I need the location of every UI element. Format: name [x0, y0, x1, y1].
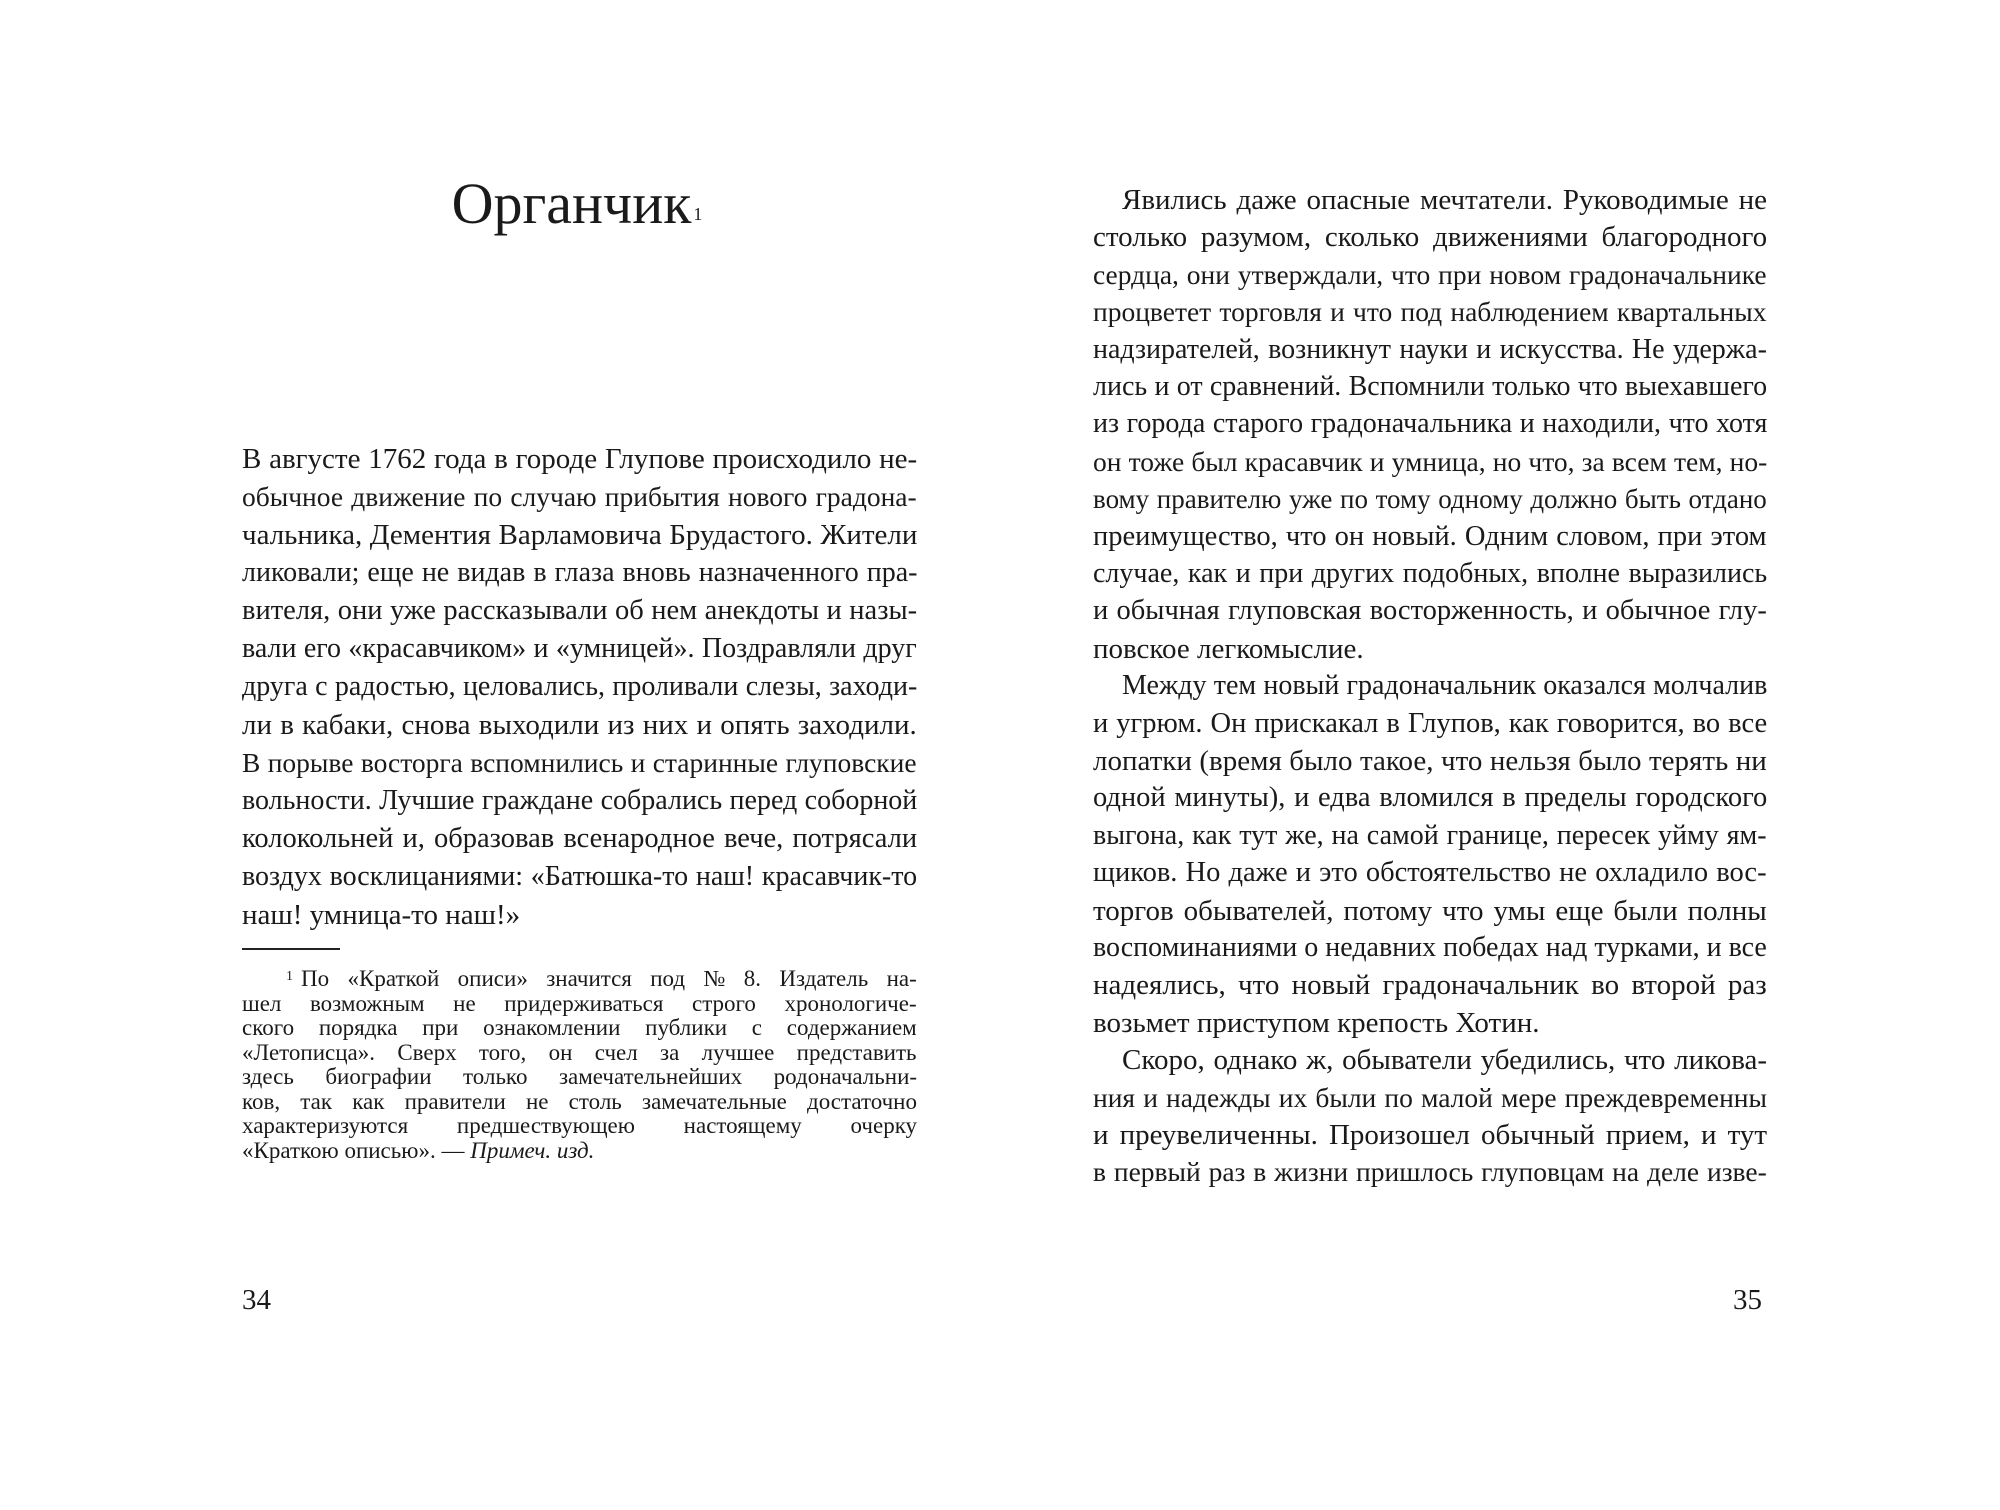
text-line: [1093, 368, 1767, 406]
text-line: [242, 668, 917, 706]
text-line: [242, 630, 917, 668]
text-line: [1093, 555, 1767, 593]
line-text: ков, так как правители не столь замечательные достаточно: [242, 1088, 917, 1114]
text-line: [1093, 1004, 1540, 1042]
line-text: вому правителю уже по тому одному должно быть отдано: [1093, 484, 1767, 515]
text-line: [1093, 742, 1767, 780]
text-line: [1122, 181, 1767, 219]
text-line: [1093, 443, 1767, 481]
line-text: надзирателей, возникнут науки и искусства. Не удержа-: [1093, 333, 1767, 365]
text-line: [242, 820, 917, 858]
page-number-right: 35: [1733, 1284, 1762, 1316]
text-line: [1093, 630, 1364, 668]
text-line: [1093, 929, 1767, 967]
line-text: воспоминаниями о недавних победах над турками, и все: [1093, 932, 1767, 963]
text-line: [242, 744, 917, 782]
text-line: [242, 440, 917, 478]
line-text: лопатки (время было такое, что нельзя было терять ни: [1093, 745, 1767, 777]
line-text: ского порядка при ознакомлении публики с содержанием: [242, 1015, 917, 1040]
line-text: повское легкомыслие.: [1093, 632, 1364, 665]
line-text: столько разумом, сколько движениями благородного: [1093, 221, 1768, 254]
line-text: вителя, они уже рассказывали об нем анекдоты и назы-: [242, 595, 918, 626]
footnote-line: [242, 1089, 917, 1114]
line-text: он тоже был красавчик и умница, но что, за всем тем, но-: [1093, 445, 1768, 477]
text-line: [1122, 1041, 1767, 1079]
line-text: колокольней и, образовав всенародное вече, потрясали: [242, 823, 918, 854]
text-line: [1093, 705, 1767, 743]
footnote-line: [242, 991, 917, 1016]
footnote-reference: 1: [693, 204, 703, 224]
line-text: шел возможным не придерживаться строго хронологиче-: [242, 990, 917, 1016]
line-text: воздух восклицаниями: «Батюшка-то наш! красавчик-то: [242, 861, 918, 892]
text-line: [1093, 480, 1767, 518]
line-text: выгона, как тут же, на самой границе, пересек уйму ям-: [1093, 819, 1767, 851]
line-text: Скоро, однако ж, обыватели убедились, что ликова-: [1122, 1044, 1768, 1077]
line-text: и угрюм. Он прискакал в Глупов, как говорится, во все: [1093, 707, 1768, 739]
line-text: лись и от сравнений. Вспомнили только что выехавшего: [1093, 371, 1768, 402]
text-line: [242, 896, 520, 934]
line-text: вольности. Лучшие граждане собрались перед соборной: [242, 785, 918, 816]
line-text: Между тем новый градоначальник оказался молчалив: [1122, 670, 1768, 702]
line-text: В порыве восторга вспомнились и старинные глуповские: [242, 747, 917, 778]
text-line: [242, 516, 917, 554]
line-text: из города старого градоначальника и находили, что хотя: [1093, 408, 1768, 440]
text-line: [1093, 1153, 1767, 1191]
line-text: сердца, они утверждали, что при новом градоначальнике: [1093, 258, 1767, 290]
footnote-line: [242, 1040, 917, 1065]
text-line: [1093, 218, 1767, 256]
line-text: одной минуты), и едва вломился в пределы городского: [1093, 782, 1768, 814]
text-line: [242, 858, 917, 896]
line-text: наш! умница-то наш!»: [242, 899, 521, 931]
line-text: надеялись, что новый градоначальник во второй раз: [1093, 969, 1767, 1002]
footnote-divider: [242, 948, 340, 950]
text-line: [242, 706, 917, 744]
footnote-line: [242, 1064, 917, 1089]
line-text: процветет торговля и что под наблюдением квартальных: [1093, 296, 1767, 328]
line-text: По «Краткой описи» значится под № 8. Издатель на-: [301, 966, 917, 991]
chapter-title: [377, 168, 777, 240]
line-text: обычное движение по случаю прибытия нового градона-: [242, 481, 917, 512]
page-number-left: 34: [242, 1284, 271, 1316]
text-line: [1093, 817, 1767, 855]
text-line: [1093, 592, 1767, 630]
text-line: [1093, 405, 1767, 443]
text-line: [1093, 854, 1767, 892]
line-text: характеризуются предшествующею настоящему очерку: [242, 1113, 918, 1138]
line-text: Явились даже опасные мечтатели. Руководимые не: [1122, 184, 1767, 216]
text-line: [242, 592, 917, 630]
line-text: «Краткою описью». —: [242, 1137, 465, 1163]
text-line: [242, 478, 917, 516]
footnote-line: [242, 1015, 917, 1040]
text-line: [1093, 779, 1767, 817]
line-text: случае, как и при других подобных, вполне выразились: [1093, 558, 1768, 589]
line-text: В августе 1762 года в городе Глупове происходило не-: [242, 443, 918, 475]
text-line: [1093, 966, 1767, 1004]
right-page: [1000, 0, 2000, 1510]
text-line: [1093, 1079, 1767, 1117]
footnote-line: [242, 1113, 917, 1138]
text-line: [1093, 1116, 1767, 1154]
line-text: торгов обывателей, потому что умы еще были полны: [1093, 894, 1767, 927]
footnote-line: [242, 1138, 594, 1163]
line-text: ликовали; еще не видав в глаза вновь назначенного пра-: [242, 557, 918, 588]
line-text: вали его «красавчиком» и «умницей». Поздравляли друг: [242, 633, 917, 664]
line-text: «Летописца». Сверх того, он счел за лучшее представить: [242, 1039, 917, 1065]
line-text: ния и надежды их были по малой мере преждевременны: [1093, 1081, 1767, 1113]
text-line: [1093, 892, 1767, 930]
line-text: и преувеличенны. Произошел обычный прием, и тут: [1093, 1119, 1768, 1151]
line-text: преимущество, что он новый. Одним словом, при этом: [1093, 520, 1767, 552]
text-line: [1093, 518, 1767, 556]
line-text: ли в кабаки, снова выходили из них и опять заходили.: [242, 709, 917, 741]
text-line: [1093, 331, 1767, 369]
text-line: [242, 782, 917, 820]
line-text: возьмет приступом крепость Хотин.: [1093, 1006, 1540, 1039]
chapter-title-text: Органчик: [451, 171, 692, 236]
text-line: [1093, 293, 1767, 331]
line-text: и обычная глуповская восторженность, и обычное глу-: [1093, 595, 1767, 627]
footnote-mark: 1: [286, 969, 293, 984]
line-text: чальника, Дементия Варламовича Брудастого. Жители: [242, 519, 918, 551]
line-text: здесь биографии только замечательнейших родоначальни-: [242, 1064, 918, 1089]
line-text: друга с радостью, целовались, проливали слезы, заходи-: [242, 671, 918, 702]
line-text: щиков. Но даже и это обстоятельство не охладило вос-: [1093, 857, 1767, 889]
footnote-line: [286, 966, 917, 991]
editor-note: Примеч. изд.: [470, 1137, 595, 1163]
text-line: [1122, 667, 1767, 705]
text-line: [1093, 256, 1767, 294]
text-line: [242, 554, 917, 592]
line-text: в первый раз в жизни пришлось глуповцам на деле изве-: [1093, 1156, 1767, 1188]
